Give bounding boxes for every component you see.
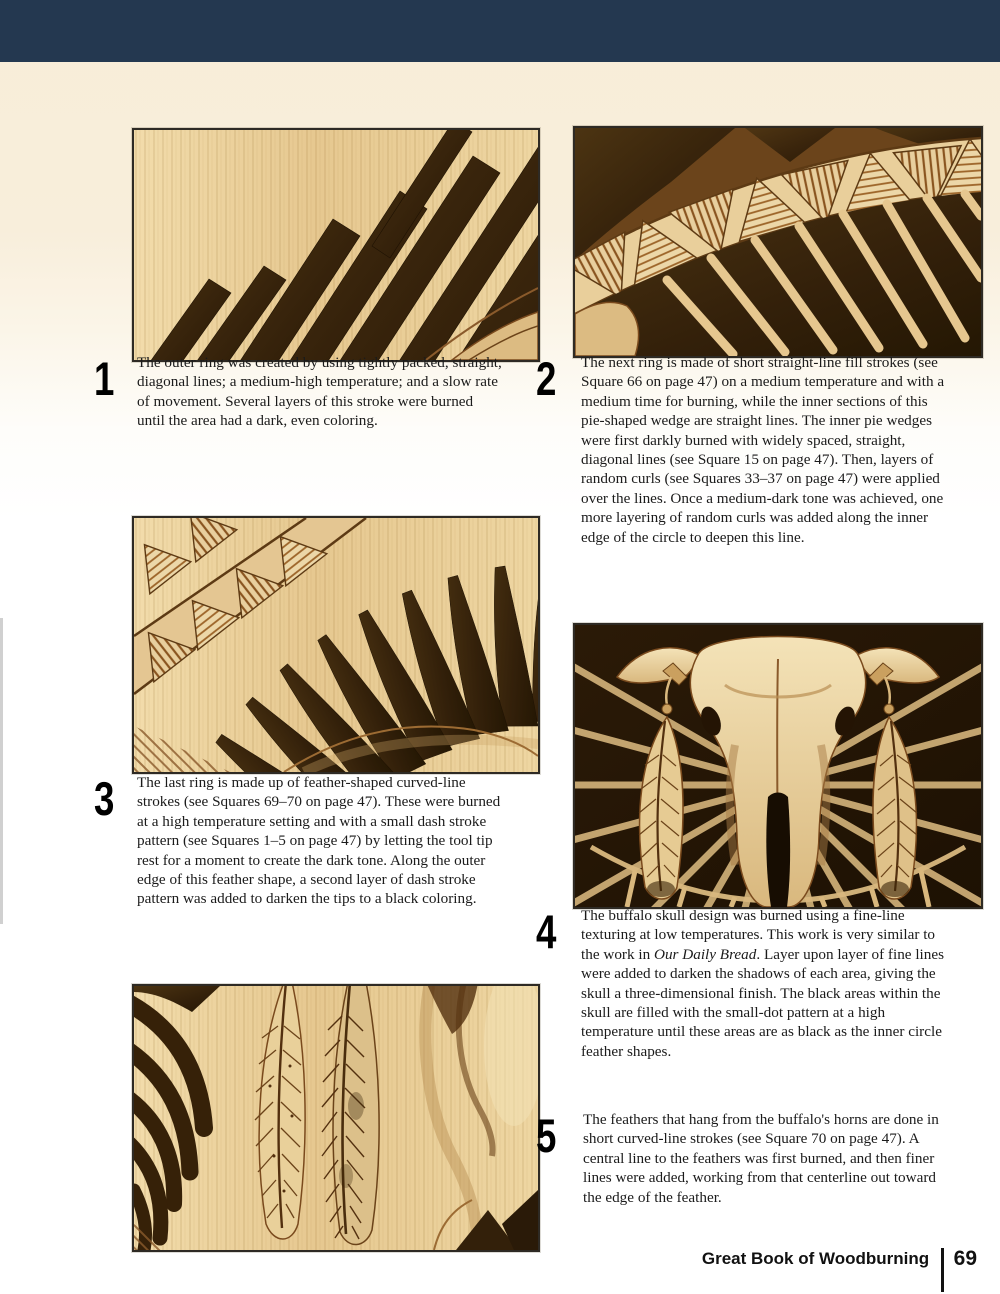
photo-outer-ring-detail: [132, 128, 540, 362]
step-1: [94, 353, 506, 431]
step-5: [536, 1110, 948, 1207]
step-4-italic-title: Our Daily Bread: [653, 945, 757, 963]
page-number: 69: [953, 1247, 977, 1270]
step-2-text: The next ring is made of short straight-line fill strokes (see Square 66 on page 47) on a medium temperature and with a medium time for burning, while the inner sections of this pie-shaped wedge are straight lines. The inner pie wedges were first darkly burned with widely spaced, straight, diagonal lines (see Square 15 on page 47). Then, layers of random curls (see Squares 33–37 on page 47) were applied over the lines. Once a medium-dark tone was achieved, one more layering of random curls was added along the inner edge of the circle to deepen this line.: [581, 354, 945, 546]
footer-divider: [941, 1248, 944, 1292]
page-footer: [702, 1246, 977, 1292]
scan-edge-artifact: [0, 618, 3, 924]
step-5-number: 5: [536, 1109, 556, 1162]
book-title: Great Book of Woodburning: [701, 1249, 930, 1268]
step-3-number: 3: [94, 772, 114, 825]
step-1-number: 1: [94, 352, 114, 405]
step-1-text: The outer ring was created by using tightly packed, straight, diagonal lines; a medium-high temperature; and a slow rate of movement. Several layers of this stroke were burned until the area had a dark, even coloring.: [137, 354, 502, 430]
step-4-text-before: The buffalo skull design was burned using a fine-line texturing at low temperatures. This work is very similar to the work in: [581, 907, 936, 963]
step-3-text: The last ring is made up of feather-shaped curved-line strokes (see Squares 69–70 on page 47). These were burned at a high temperature setting and with a small dash stroke pattern (see Squares 1–5 on page 47) by letting the tool tip rest for a moment to create the dark tone. Along the outer edge of this feather shape, a second layer of dash stroke pattern was added to darken the tips to a black coloring.: [137, 774, 501, 908]
step-3: [94, 773, 506, 909]
header-bar: [0, 0, 1000, 62]
step-4-text-after: . Layer upon layer of fine lines were added to darken the shadows of each area, giving the skull a three-dimensional finish. The black areas within the skull are filled with the small-dot pattern at a high temperature until these areas are as black as the inner circle feather shapes.: [581, 945, 945, 1060]
step-4: [536, 906, 948, 1061]
photo-feathers-detail: [132, 984, 540, 1252]
step-4-number: 4: [536, 905, 556, 958]
step-2-number: 2: [536, 352, 556, 405]
photo-buffalo-skull: [573, 623, 983, 909]
step-5-text: The feathers that hang from the buffalo's horns are done in short curved-line strokes (see Square 70 on page 47). A central line to the feathers was first burned, and then finer lines were added, working from that centerline out toward the edge of the feather.: [583, 1111, 939, 1206]
step-2: [536, 353, 948, 547]
photo-next-ring-detail: [573, 126, 983, 358]
photo-last-ring-detail: [132, 516, 540, 774]
step-4-text: [581, 906, 947, 1061]
